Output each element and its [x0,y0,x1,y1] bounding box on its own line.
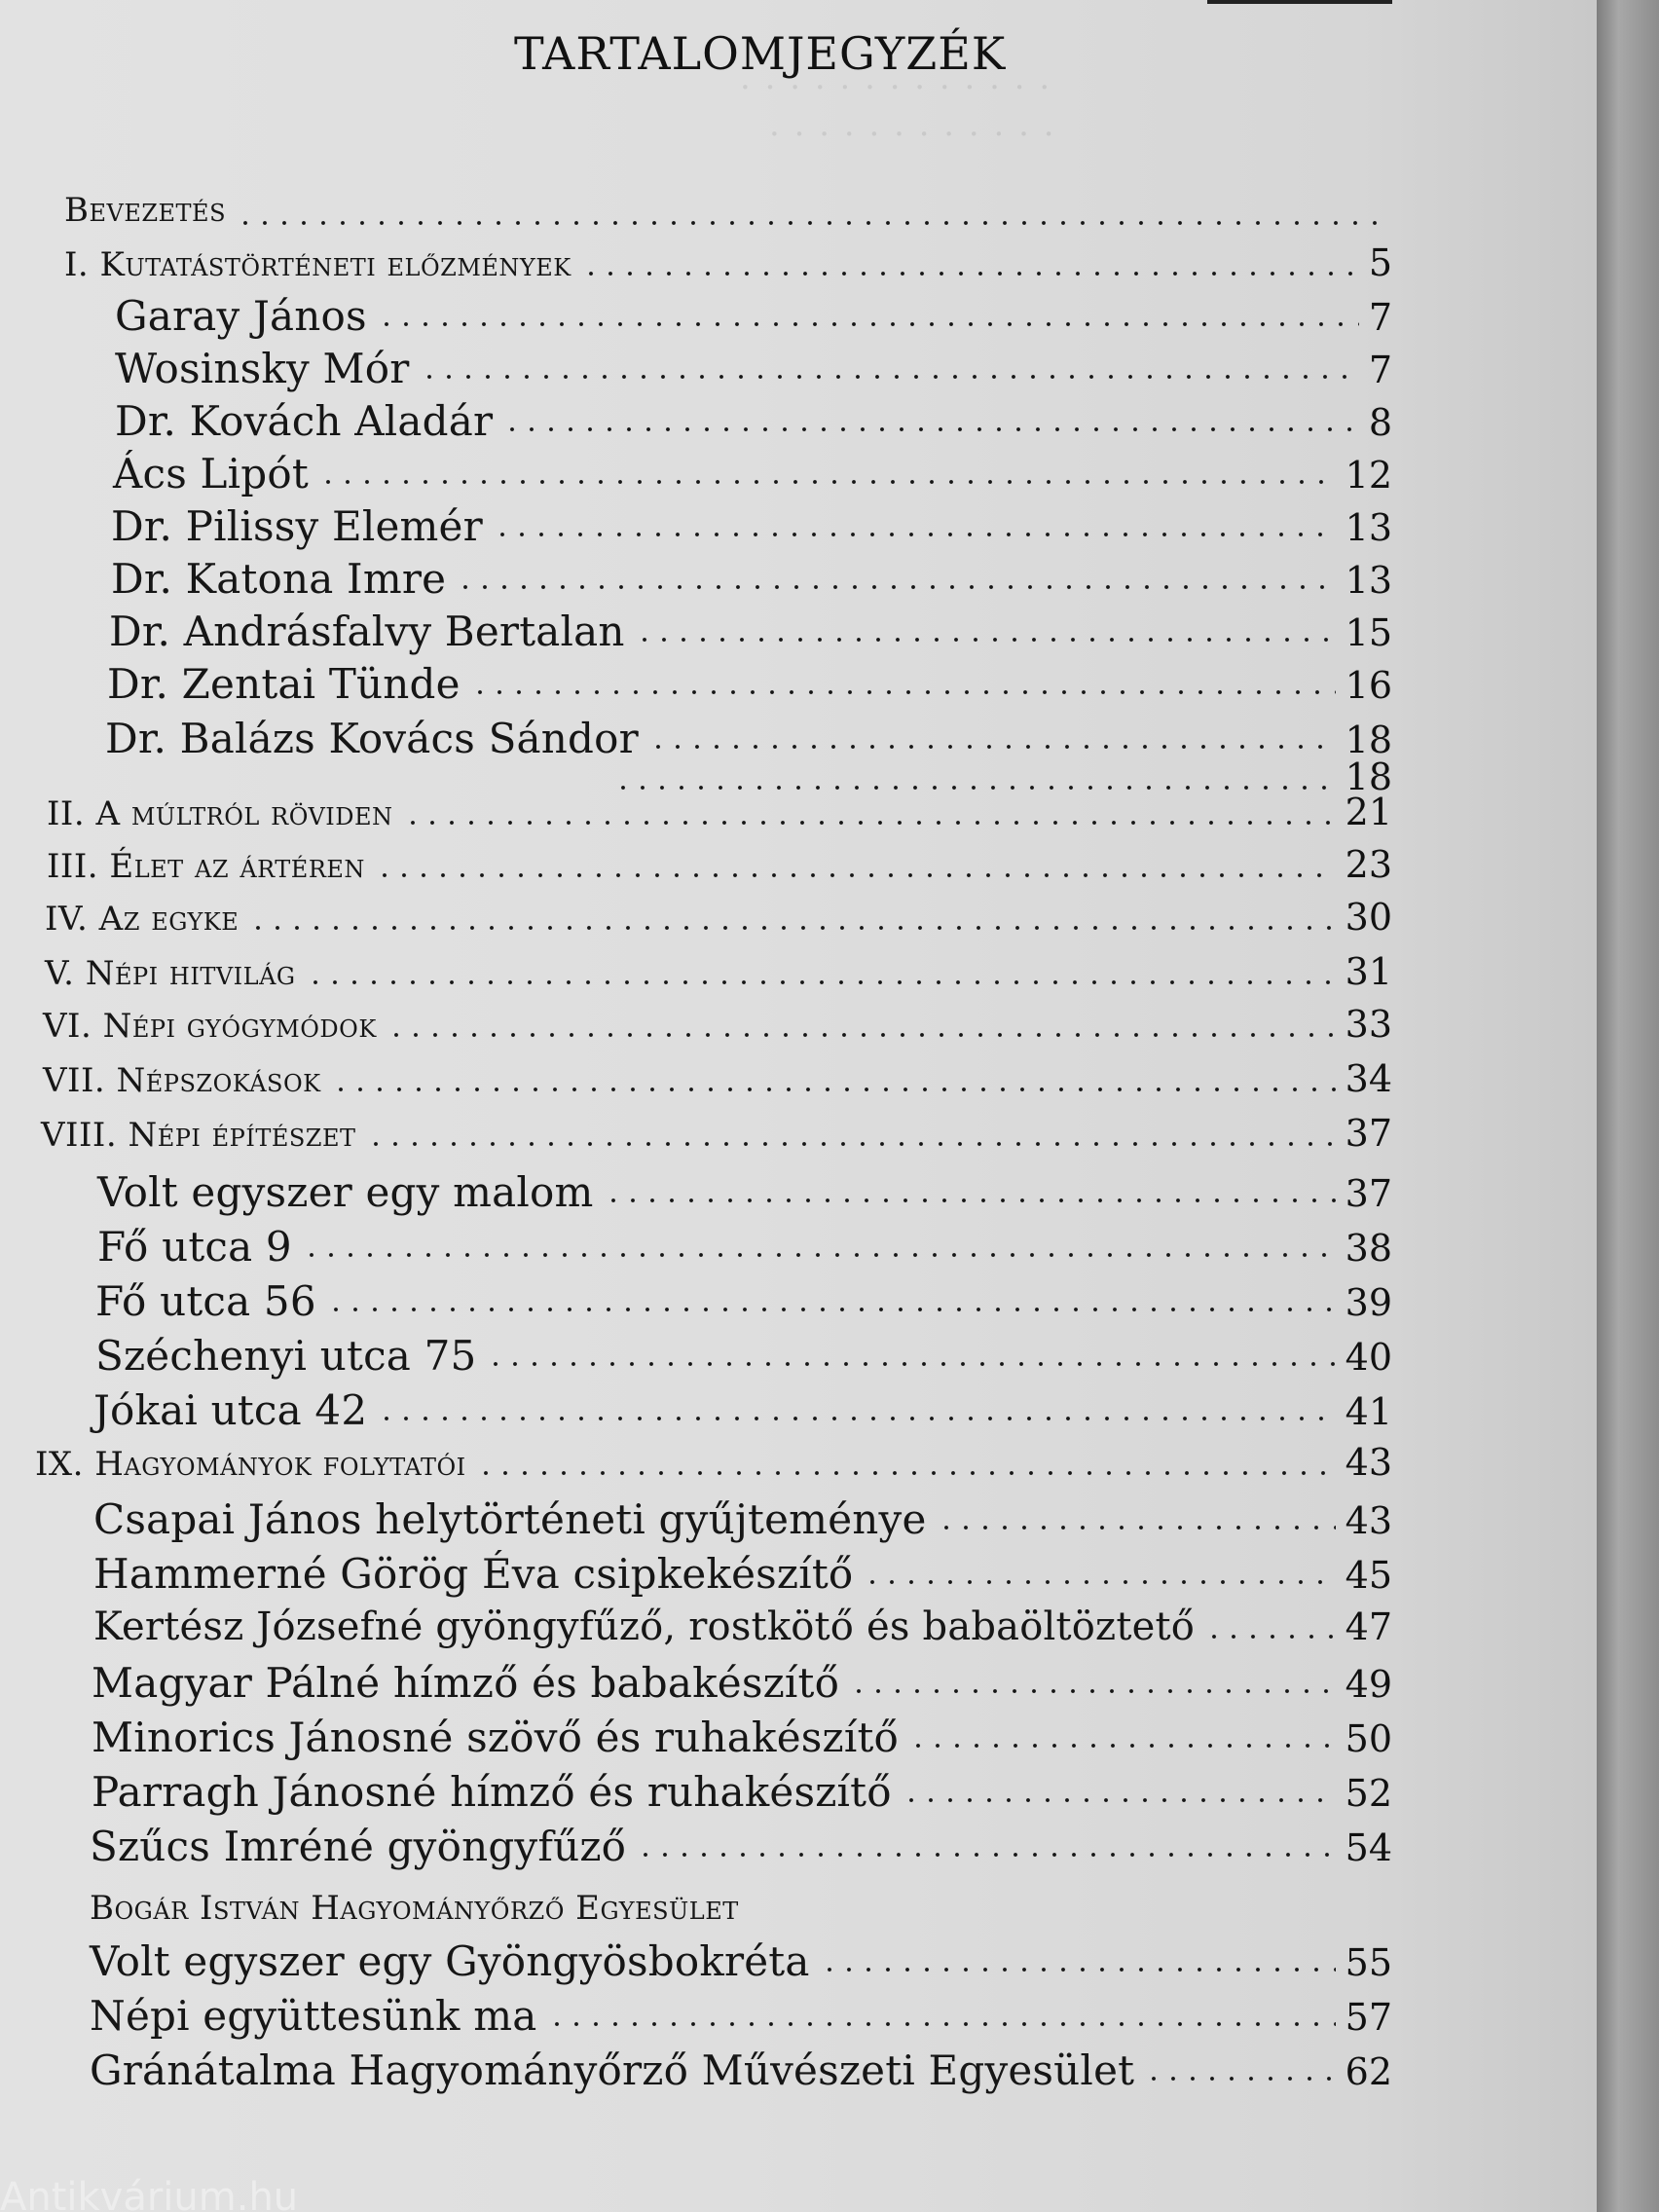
toc-entry-page: 62 [1345,2050,1392,2093]
toc-entry-label: Garay János [115,292,367,340]
toc-entry-label: Parragh Jánosné hímző és ruhakészítő [92,1768,892,1816]
dot-leader [306,975,1336,990]
dot-leader [456,579,1335,595]
toc-entry-page: 39 [1345,1281,1392,1324]
toc-entry-minorics-janosne [92,1714,1392,1762]
dot-leader [366,1136,1336,1152]
dot-leader [581,266,1359,281]
toc-entry-label: Dr. Pilissy Elemér [111,502,483,550]
toc-entry-label: Dr. Zentai Tünde [107,660,461,708]
toc-entry-bevezetes [64,191,1392,240]
toc-entry-page: 40 [1345,1336,1392,1379]
toc-entry-page: 38 [1345,1227,1392,1270]
toc-entry-label: Gránátalma Hagyományőrző Művészeti Egyesület [90,2046,1135,2094]
toc-entry-page: 50 [1345,1717,1392,1760]
bleed-through-text: · · · · · · · · · · · · [769,115,1056,154]
toc-entry-label: Fő utca 56 [95,1277,316,1325]
toc-entry-page: 12 [1345,454,1392,497]
dot-leader [403,815,1336,830]
toc-entry-label: II. A múltról röviden [47,794,393,833]
toc-entry-label: Csapai János helytörténeti gyűjteménye [93,1495,927,1543]
dot-leader [1204,1629,1336,1644]
toc-entry-page: 55 [1345,1941,1392,1984]
toc-entry-acs-lipot [113,450,1392,498]
toc-entry-fo-utca-56 [95,1277,1392,1326]
dot-leader [387,1027,1336,1043]
toc-entry-label: VIII. Népi építészet [41,1116,356,1155]
toc-entry-label: Fő utca 9 [97,1223,292,1271]
toc-entry-page: 41 [1345,1390,1392,1433]
dot-leader [486,1356,1335,1372]
toc-entry-chapter-8 [41,1112,1392,1161]
toc-entry-page: 13 [1345,506,1392,549]
toc-entry-label: Hammerné Görög Éva csipkekészítő [93,1550,854,1598]
toc-entry-label: Széchenyi utca 75 [95,1332,477,1380]
toc-entry-page: 37 [1345,1112,1392,1155]
dot-leader [863,1574,1335,1590]
toc-entry-label: VII. Népszokások [43,1061,321,1100]
toc-entry-csapai-janos [93,1495,1392,1544]
dot-leader [318,474,1336,490]
toc-entry-gyongyosbokreta [90,1937,1392,1986]
toc-entry-page: 33 [1345,1003,1392,1046]
watermark: Antikvárium.hu [0,2175,299,2212]
toc-entry-label: Dr. Balázs Kovács Sándor [105,715,639,762]
dot-leader [377,316,1359,332]
dot-leader [236,215,1382,231]
dot-leader [849,1683,1336,1699]
toc-entry-label: Dr. Andrásfalvy Bertalan [109,608,625,655]
toc-entry-szucs-imrene [90,1823,1392,1871]
dot-leader [937,1520,1336,1535]
toc-entry-chapter-7 [43,1057,1392,1106]
dot-leader [248,920,1335,936]
toc-entry-volt-egyszer-malom [97,1168,1392,1217]
toc-entry-label: Népi együttesünk ma [90,1992,537,2040]
toc-entry-label: Bevezetés [64,191,227,230]
toc-entry-chapter-9 [35,1441,1392,1490]
dot-leader [302,1247,1336,1263]
toc-entry-kertesz-jozsefne [93,1604,1392,1653]
toc-entry-label: IV. Az egyke [45,900,240,939]
toc-entry-page: 30 [1345,896,1392,939]
dot-leader [493,527,1336,542]
top-rule [1207,0,1392,4]
toc-entry-parragh-janosne [92,1768,1392,1817]
toc-entry-label: Jókai utca 42 [93,1386,368,1434]
toc-entry-label: VI. Népi gyógymódok [43,1007,377,1046]
bleed-through-text: · · · · · · · · · · · · · [740,68,1052,107]
dot-leader [470,684,1336,700]
toc-entry-chapter-2 [47,791,1392,839]
dot-leader [902,1792,1336,1808]
toc-entry-page: 13 [1345,559,1392,602]
toc-entry-wosinsky-mor [115,345,1392,393]
dot-leader [908,1738,1336,1753]
page-title: TARTALOMJEGYZÉK [514,27,1007,80]
section-heading-bogar-istvan: Bogár István Hagyományőrző Egyesület [90,1889,739,1928]
toc-entry-page: 37 [1345,1172,1392,1215]
toc-entry-label: Kertész Józsefné gyöngyfűző, rostkötő és babaöltöztető [93,1604,1196,1649]
toc-entry-label: Wosinsky Mór [115,345,410,392]
toc-entry-label: Minorics Jánosné szövő és ruhakészítő [92,1714,900,1761]
toc-entry-page: 15 [1345,611,1392,654]
toc-entry-granatalma [90,2046,1392,2095]
toc-entry-magyar-palne [92,1659,1392,1708]
dot-leader [331,1082,1336,1097]
toc-entry-nepi-egyuttesunk-ma [90,1992,1392,2041]
dot-leader [326,1302,1336,1317]
toc-entry-label: I. Kutatástörténeti előzmények [64,245,571,284]
toc-entry-page: 43 [1345,1499,1392,1542]
toc-entry-page: 16 [1345,664,1392,707]
toc-entry-label: V. Népi hitvilág [45,954,296,993]
toc-entry-page: 7 [1368,349,1392,391]
toc-entry-page: 47 [1345,1605,1392,1648]
toc-entry-page: 34 [1345,1057,1392,1100]
toc-entry-zentai-tunde [107,660,1392,709]
toc-entry-andrasfalvy-bertalan [109,608,1392,656]
toc-entry-page: 7 [1368,296,1392,339]
dot-leader [377,1411,1335,1426]
toc-entry-page: 8 [1368,401,1392,444]
dot-leader [547,2016,1336,2032]
toc-entry-label: III. Élet az ártéren [47,847,365,886]
dot-leader [375,867,1336,883]
toc-entry-kovach-aladar [115,397,1392,446]
page-edge [1597,0,1659,2212]
toc-entry-label: Volt egyszer egy malom [97,1168,594,1216]
toc-entry-page: 31 [1345,950,1392,993]
toc-entry-page: 23 [1345,843,1392,886]
toc-entry-label: Szűcs Imréné gyöngyfűző [90,1823,627,1870]
toc-entry-page: 54 [1345,1826,1392,1869]
toc-entry-label: Magyar Pálné hímző és babakészítő [92,1659,840,1707]
toc-entry-chapter-6 [43,1003,1392,1051]
dot-leader [1144,2071,1335,2086]
toc-entry-page: 57 [1345,1996,1392,2039]
toc-entry-szechenyi-utca-75 [95,1332,1392,1381]
toc-entry-label: IX. Hagyományok folytatói [35,1445,466,1484]
toc-entry-page: 18 [1345,719,1392,761]
toc-entry-jokai-utca-42 [93,1386,1392,1435]
toc-entry-hammerne-gorog-eva [93,1550,1392,1599]
toc-entry-page: 18 [1345,756,1392,798]
toc-entry-chapter-3 [47,843,1392,892]
toc-entry-page: 5 [1368,241,1392,284]
toc-entry-page: 49 [1345,1663,1392,1706]
dot-leader [648,739,1336,755]
toc-entry-pilissy-elemer [111,502,1392,551]
toc-entry-page: 45 [1345,1554,1392,1597]
toc-entry-label: Volt egyszer egy Gyöngyösbokréta [90,1937,810,1985]
dot-leader [636,1847,1335,1862]
dot-leader [476,1465,1336,1481]
dot-leader [820,1962,1336,1977]
dot-leader [604,1193,1336,1208]
dot-leader [635,632,1336,647]
toc-entry-chapter-5 [45,950,1392,999]
toc-entry-katona-imre [111,555,1392,604]
toc-entry-page: 43 [1345,1441,1392,1484]
toc-entry-garay-janos [115,292,1392,341]
toc-entry-chapter-1 [64,241,1392,290]
toc-entry-page: 52 [1345,1772,1392,1815]
toc-entry-fo-utca-9 [97,1223,1392,1272]
toc-entry-label: Dr. Kovách Aladár [115,397,494,445]
dot-leader [502,422,1359,437]
toc-entry-page: 21 [1345,791,1392,833]
toc-entry-label: Ács Lipót [113,450,309,498]
dot-leader [420,369,1359,385]
toc-entry-label: Dr. Katona Imre [111,555,447,603]
toc-entry-chapter-4 [45,896,1392,944]
